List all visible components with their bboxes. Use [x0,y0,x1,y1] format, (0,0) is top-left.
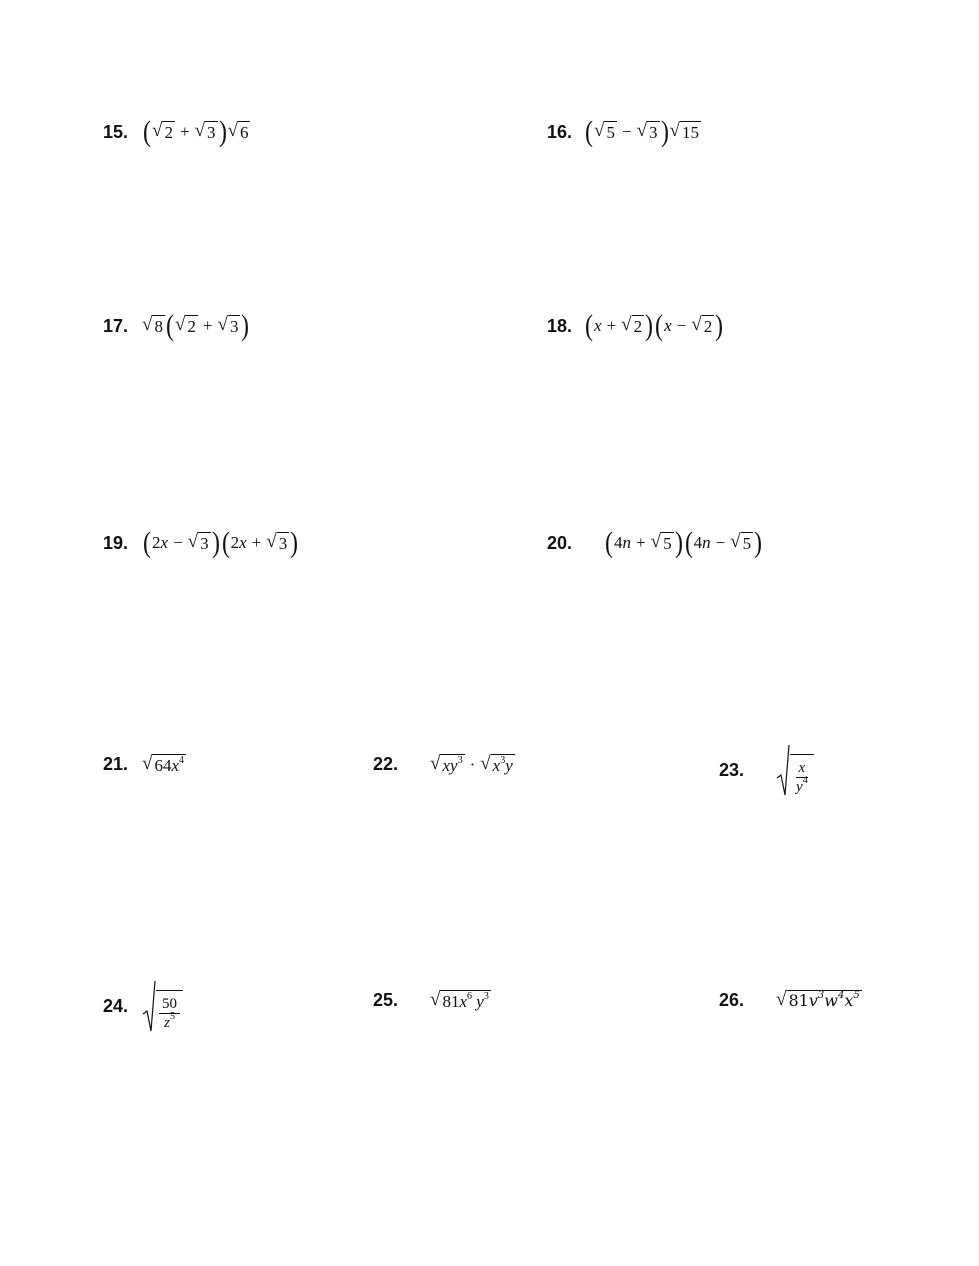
problem-15 [103,117,250,147]
problem-16 [547,117,701,147]
math-expression: √ $64x^4$ [142,753,185,775]
math-expression: √ 8 ( √ 2 + √ 3 ) [142,309,250,342]
math-expression: √ $xy^3$ · √ $x^3y$ [430,753,513,775]
problem-26 [719,990,862,1011]
math-expression: ( x + √ 2 ) ( x − √ 2 ) [585,309,724,342]
math-expression: √ $81v^3w^4x^5$ [776,989,860,1011]
problem-21 [103,754,186,776]
problem-number: 22. [373,754,399,775]
problem-number: 15. [103,121,129,142]
math-expression: ( √ 2 + √ 3 ) √ 6 [143,115,249,148]
math-expression: ( 2 x − √ 3 ) ( 2 x + √ 3 ) [143,526,299,559]
problem-23 [719,744,814,796]
math-expression: ( 4 n + √ 5 ) ( 4 n − √ 5 ) [605,526,763,559]
problem-24 [103,980,183,1032]
problem-number: 24. [103,995,129,1016]
problem-20 [547,528,763,558]
problem-18 [547,311,724,341]
problem-number: 18. [547,315,573,336]
problem-22 [373,754,515,776]
math-expression: $\frac{50}{z^5}$ [142,980,183,1032]
problem-number: 21. [103,754,129,775]
problem-number: 23. [719,759,745,780]
problem-number: 25. [373,990,399,1011]
problem-17 [103,311,250,341]
problem-25 [373,990,491,1012]
problem-number: 20. [547,532,573,553]
problem-number: 17. [103,315,129,336]
problem-19 [103,528,299,558]
math-expression: $\frac{x}{y^4}$ [776,744,814,796]
problem-number: 26. [719,990,745,1010]
math-expression: √ $81x^6$ $y^3$ [430,989,489,1011]
problem-number: 16. [547,121,573,142]
problem-number: 19. [103,532,129,553]
math-expression: ( √ 5 − √ 3 ) √ 15 [585,115,699,148]
